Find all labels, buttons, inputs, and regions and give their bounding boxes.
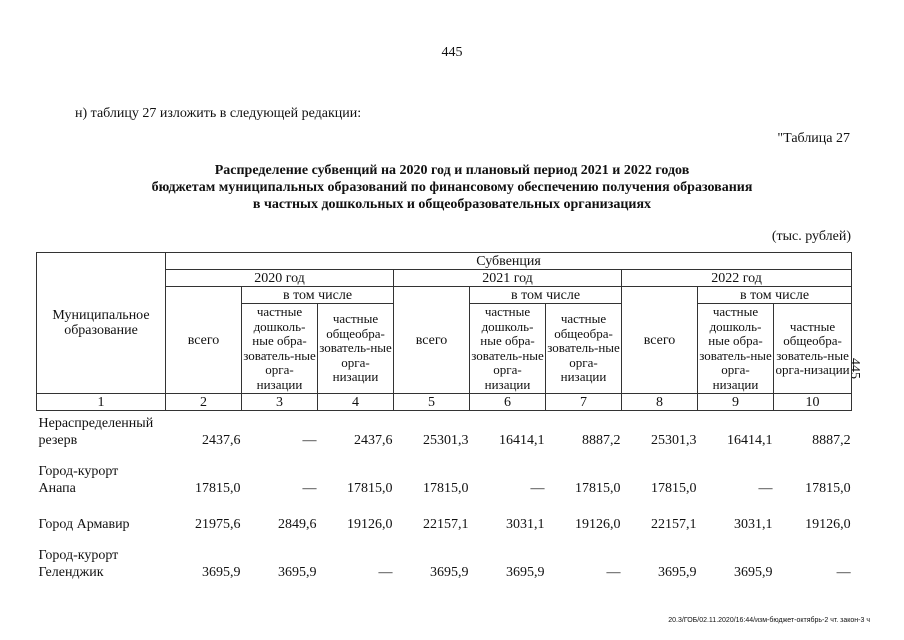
footer-meta: 20.3/ГОБ/02.11.2020/16:44/изм-бюджет-октябрь-2 чт. закон-3 ч — [668, 617, 870, 624]
value-cell: 17815,0 — [651, 480, 697, 496]
value-cell: 3695,9 — [202, 564, 241, 580]
header-year-2022: 2022 год — [622, 270, 852, 287]
value-cell: 3695,9 — [506, 564, 545, 580]
header-including-2021: в том числе — [470, 287, 622, 304]
value-cell: 19126,0 — [575, 516, 621, 532]
value-cell: 25301,3 — [651, 432, 697, 448]
value-cell: — — [758, 480, 773, 496]
column-number: 4 — [318, 394, 394, 411]
value-cell: 2437,6 — [354, 432, 393, 448]
municipality-name: Город-курорт Геленджик — [38, 547, 119, 580]
value-cell: 17815,0 — [575, 480, 621, 496]
value-cell: 3031,1 — [734, 516, 773, 532]
title-line-1: Распределение субвенций на 2020 год и плановый период 2021 и 2022 годов — [214, 163, 690, 178]
value-cell: 3695,9 — [734, 564, 773, 580]
value-cell: 17815,0 — [805, 480, 851, 496]
value-cell: — — [302, 480, 317, 496]
header-general-2021: частные общеобра-зователь-ные орга-низации — [546, 304, 622, 394]
header-including-2020: в том числе — [242, 287, 394, 304]
header-preschool-2020: частные дошколь-ные обра-зователь-ные орга-низации — [243, 304, 316, 392]
municipality-name: Город Армавир — [38, 516, 130, 532]
column-number: 9 — [698, 394, 774, 411]
column-number: 3 — [242, 394, 318, 411]
page-number: 445 — [441, 45, 463, 60]
value-cell: 17815,0 — [347, 480, 393, 496]
header-municipality: Муниципальное образование — [37, 253, 166, 394]
value-cell: 16414,1 — [499, 432, 545, 448]
value-cell: 3695,9 — [658, 564, 697, 580]
value-cell: 21975,6 — [195, 516, 241, 532]
column-number: 7 — [546, 394, 622, 411]
table-row — [37, 411, 852, 449]
value-cell: 19126,0 — [805, 516, 851, 532]
value-cell: 17815,0 — [195, 480, 241, 496]
header-subvention: Субвенция — [166, 253, 852, 270]
side-page-number: 445 — [847, 358, 862, 379]
value-cell: 22157,1 — [423, 516, 469, 532]
column-number: 2 — [166, 394, 242, 411]
value-cell: 16414,1 — [727, 432, 773, 448]
value-cell: — — [378, 564, 393, 580]
header-preschool-2021: частные дошколь-ные обра-зователь-ные орга-низации — [471, 304, 544, 392]
value-cell: 2437,6 — [202, 432, 241, 448]
municipality-name: Город-курорт Анапа — [38, 463, 119, 496]
header-total-2021: всего — [394, 287, 470, 394]
header-general-2022: частные общеобра-зователь-ные орга-низации — [774, 304, 852, 394]
value-cell: 25301,3 — [423, 432, 469, 448]
table-row — [37, 533, 852, 581]
value-cell: 3695,9 — [430, 564, 469, 580]
value-cell: 8887,2 — [582, 432, 621, 448]
table-row — [37, 449, 852, 497]
value-cell: 17815,0 — [423, 480, 469, 496]
municipality-name: Нераспределенный резерв — [38, 415, 154, 448]
column-number: 6 — [470, 394, 546, 411]
value-cell: — — [606, 564, 621, 580]
header-general-2020: частные общеобра-зователь-ные орга-низации — [318, 304, 394, 394]
header-total-2022: всего — [622, 287, 698, 394]
value-cell: 2849,6 — [278, 516, 317, 532]
value-cell: 22157,1 — [651, 516, 697, 532]
value-cell: 3695,9 — [278, 564, 317, 580]
header-year-2021: 2021 год — [394, 270, 622, 287]
value-cell: — — [302, 432, 317, 448]
value-cell: — — [836, 564, 851, 580]
header-total-2020: всего — [166, 287, 242, 394]
header-preschool-2022: частные дошколь-ные обра-зователь-ные орга-низации — [699, 304, 772, 392]
column-number: 10 — [774, 394, 852, 411]
title-line-3: в частных дошкольных и общеобразовательных организациях — [252, 197, 652, 212]
value-cell: 19126,0 — [347, 516, 393, 532]
column-number: 8 — [622, 394, 698, 411]
header-year-2020: 2020 год — [166, 270, 394, 287]
table-title — [0, 162, 904, 213]
column-number: 1 — [37, 394, 166, 411]
title-line-2: бюджетам муниципальных образований по финансовому обеспечению получения образования — [151, 180, 753, 195]
value-cell: 8887,2 — [812, 432, 851, 448]
column-number: 5 — [394, 394, 470, 411]
value-cell: 3031,1 — [506, 516, 545, 532]
subvention-table — [36, 252, 852, 581]
table-reference: "Таблица 27 — [777, 131, 850, 146]
intro-text: н) таблицу 27 изложить в следующей редакции: — [75, 106, 362, 121]
units-label: (тыс. рублей) — [771, 229, 851, 244]
value-cell: — — [530, 480, 545, 496]
table-row — [37, 497, 852, 533]
header-including-2022: в том числе — [698, 287, 852, 304]
